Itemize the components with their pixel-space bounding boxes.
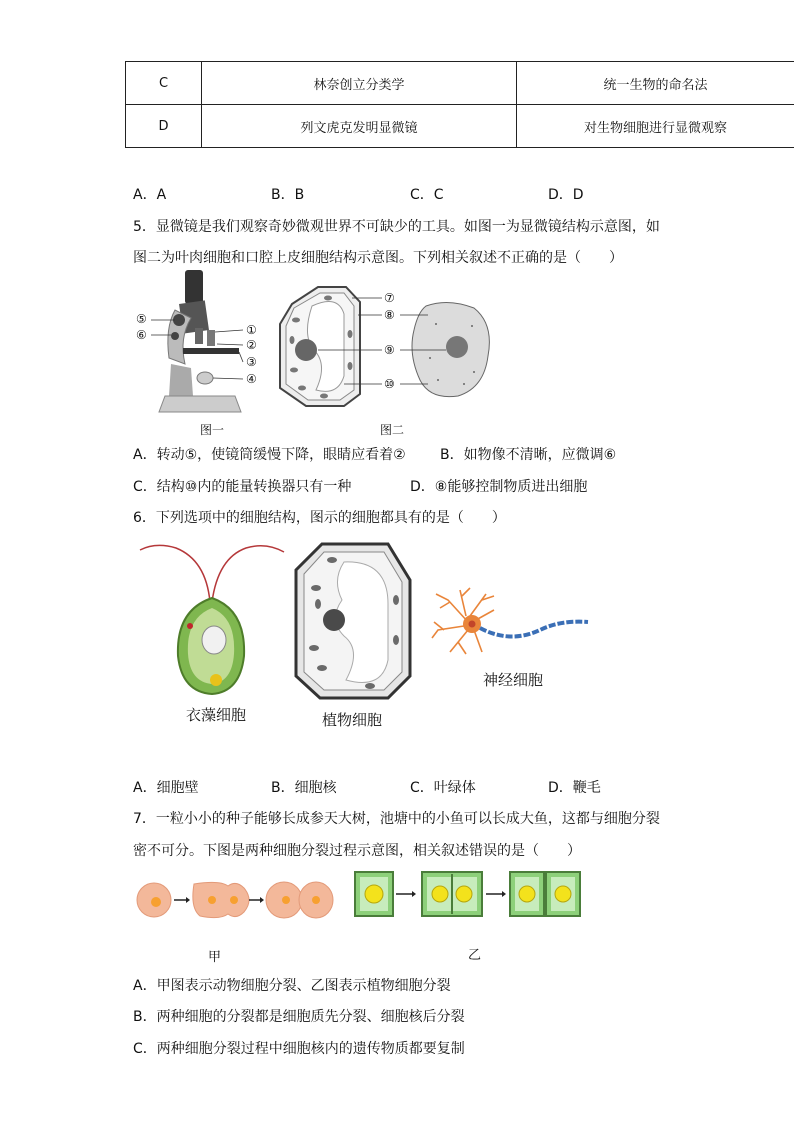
q4-option-b: B．B [271, 187, 305, 203]
chlamydomonas-figure [136, 540, 286, 700]
pillar [169, 364, 193, 396]
flagellum [140, 545, 210, 602]
marker-2: ② [246, 338, 257, 352]
table-cell-event: 林奈创立分类学 [202, 62, 517, 105]
stage [183, 348, 239, 354]
animal-division-figure [136, 878, 336, 922]
marker-1: ① [246, 323, 257, 337]
label-chlamy: 衣藻细胞 [186, 706, 247, 724]
table-cell-effect: 统一生物的命名法 [517, 62, 794, 105]
objective-lens [195, 328, 203, 344]
q5-option-b: B．如物像不清晰，应微调⑥ [440, 447, 617, 463]
flagellum [212, 546, 284, 602]
q4-option-c: C．C [410, 187, 444, 203]
q7-option-c: C．两种细胞分裂过程中细胞核内的遗传物质都要复制 [133, 1041, 465, 1057]
marker-5: ⑤ [136, 312, 147, 326]
label-jia: 甲 [208, 950, 222, 965]
q5-option-c: C．结构⑩内的能量转换器只有一种 [133, 479, 352, 495]
q5-option-d: D．⑧能够控制物质进出细胞 [410, 479, 588, 495]
objective-lens [207, 330, 215, 346]
eyepiece-tube [185, 270, 203, 304]
history-table [125, 61, 794, 148]
marker-6: ⑥ [136, 328, 147, 342]
plant-division-figure [354, 870, 584, 920]
table-cell-letter: D [126, 105, 202, 148]
axon [480, 622, 588, 637]
q7-option-b: B．两种细胞的分裂都是细胞质先分裂、细胞核后分裂 [133, 1009, 465, 1025]
nucleus [202, 626, 226, 654]
q7-option-a: A．甲图表示动物细胞分裂、乙图表示植物细胞分裂 [133, 978, 451, 994]
label-plant: 植物细胞 [322, 711, 383, 729]
nucleus [151, 897, 161, 907]
marker-10: ⑩ [384, 377, 395, 391]
fig2-caption: 图二 [380, 423, 405, 437]
plant-cell-figure [292, 540, 416, 700]
nucleus [365, 885, 383, 903]
table-row [126, 105, 794, 148]
nucleus [469, 621, 476, 628]
q6-option-c: C．叶绿体 [410, 780, 476, 796]
marker-3: ③ [246, 355, 257, 369]
label-yi: 乙 [468, 948, 482, 963]
marker-4: ④ [246, 372, 257, 386]
table-cell-letter: C [126, 62, 202, 105]
q7-stem-line1: 7．一粒小小的种子能够长成参天大树，池塘中的小鱼可以长成大鱼，这都与细胞分裂 [133, 811, 660, 827]
q4-option-d: D．D [548, 187, 584, 203]
table-cell-event: 列文虎克发明显微镜 [202, 105, 517, 148]
q6-stem: 6．下列选项中的细胞结构，图示的细胞都具有的是（ ） [133, 510, 506, 526]
q6-option-a: A．细胞壁 [133, 780, 199, 796]
q4-option-a: A．A [133, 187, 167, 203]
q7-stem-line2: 密不可分。下图是两种细胞分裂过程示意图，相关叙述错误的是（ ） [133, 843, 581, 859]
q5-stem-line2: 图二为叶肉细胞和口腔上皮细胞结构示意图。下列相关叙述不正确的是（ ） [133, 250, 623, 266]
q6-option-b: B．细胞核 [271, 780, 337, 796]
table-cell-effect: 对生物细胞进行显微观察 [517, 105, 794, 148]
q6-option-d: D．鞭毛 [548, 780, 601, 796]
nucleus [323, 609, 345, 631]
pyrenoid [210, 674, 222, 686]
neuron-figure [430, 586, 592, 656]
animal-cell-dividing [193, 882, 249, 917]
q5-stem-line1: 5．显微镜是我们观察奇妙微观世界不可缺少的工具。如图一为显微镜结构示意图，如 [133, 219, 660, 235]
nucleus [295, 339, 317, 361]
mirror [197, 372, 213, 384]
base [159, 396, 241, 412]
fine-focus-knob [171, 332, 179, 340]
marker-8: ⑧ [384, 308, 395, 322]
label-neuron: 神经细胞 [483, 671, 544, 689]
q5-option-a: A．转动⑤，使镜筒缓慢下降，眼睛应看着② [133, 447, 406, 463]
cheek-nucleus [446, 336, 468, 358]
eyespot [187, 623, 193, 629]
marker-9: ⑨ [384, 343, 395, 357]
fig1-caption: 图一 [200, 423, 225, 437]
table-row [126, 62, 794, 105]
marker-7: ⑦ [384, 291, 395, 305]
